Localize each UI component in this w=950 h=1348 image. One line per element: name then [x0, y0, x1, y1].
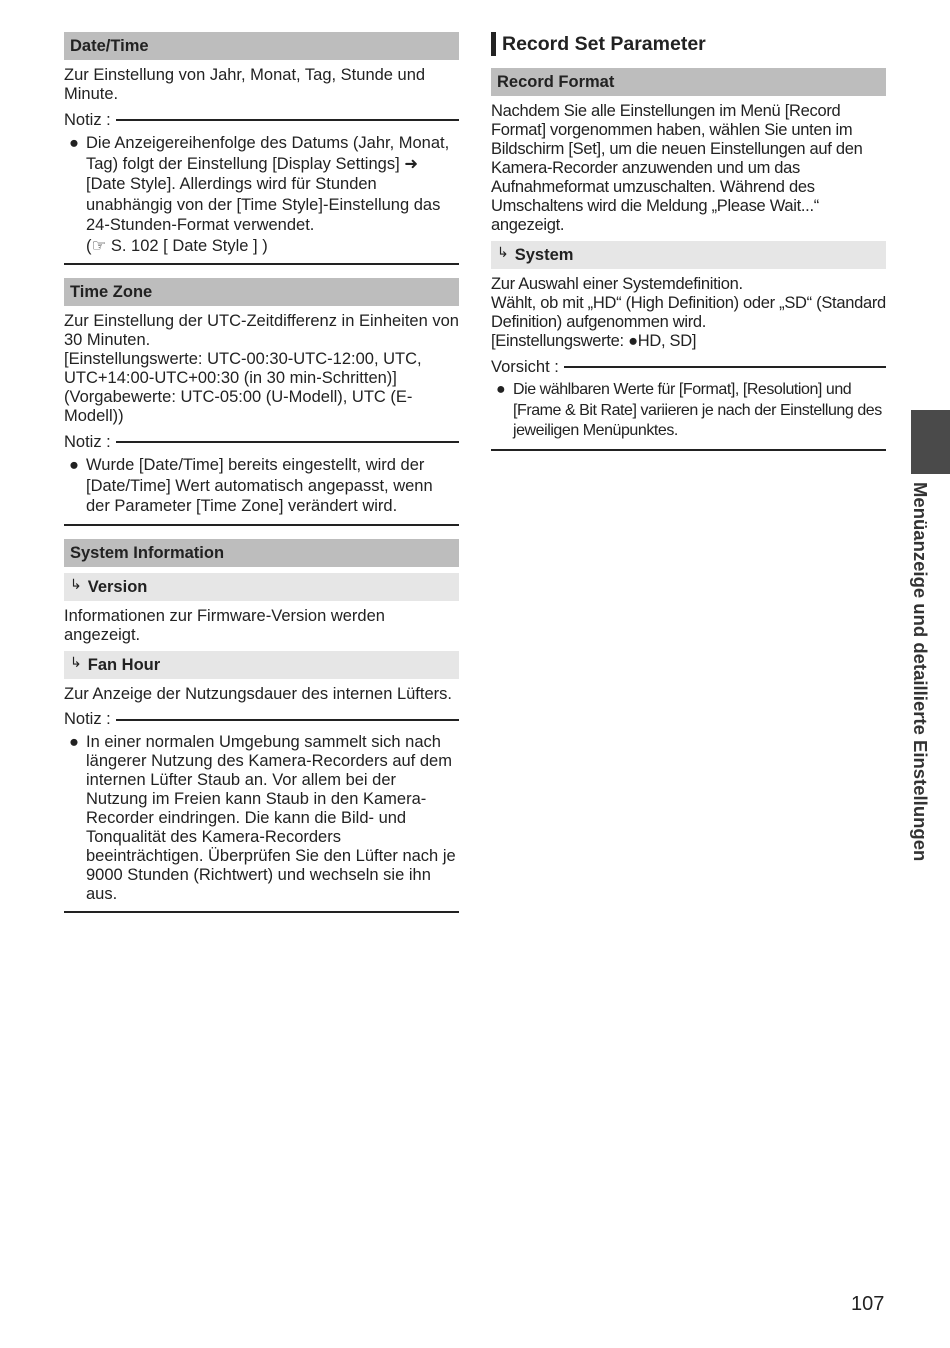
caution-rule	[564, 366, 886, 368]
caution-heading	[491, 357, 886, 377]
note-rule	[116, 119, 459, 121]
bullet-icon: ●	[69, 456, 79, 474]
section-header-time-zone: Time Zone	[64, 278, 459, 306]
page-reference-link[interactable]: (☞ S. 102 [ Date Style ] )	[86, 236, 268, 255]
note-rule	[116, 719, 459, 721]
note-bullet-text: Wurde [Date/Time] bereits eingestellt, wird der [Date/Time] Wert automatisch angepasst, wenn der Parameter [Time Zone] verändert wird.	[86, 456, 433, 515]
section-header-record-format: Record Format	[491, 68, 886, 96]
page-title: Record Set Parameter	[491, 32, 886, 56]
note-bullet-text: Die Anzeigereihenfolge des Datums (Jahr, Monat, Tag) folgt der Einstellung [Display Settings] ➜ [Date Style]. Allerdings wird für Stunden unabhängig von der [Time Style]-Einstellung das 24-Stunden-Format verwendet.	[86, 134, 450, 234]
note-label: Notiz :	[64, 710, 111, 728]
caution-bullet	[491, 380, 886, 442]
section-end-rule	[64, 911, 459, 913]
time-zone-description: Zur Einstellung der UTC-Zeitdifferenz in Einheiten von 30 Minuten.	[64, 312, 459, 349]
section-header-system-information: System Information	[64, 539, 459, 567]
bullet-icon: ●	[69, 732, 79, 751]
subsection-arrow-icon: ↳	[70, 575, 82, 592]
right-column	[491, 32, 886, 451]
caution-bullet-text: Die wählbaren Werte für [Format], [Resolution] und [Frame & Bit Rate] variieren je nach der Einstellung des jeweiligen Menüpunktes.	[513, 381, 882, 439]
note-label: Notiz :	[64, 432, 111, 451]
note-bullet	[64, 455, 459, 517]
chapter-side-label: Menüanzeige und detaillierte Einstellungen	[910, 482, 931, 862]
system-description: Zur Auswahl einer Systemdefinition.	[491, 275, 743, 293]
system-description-detail: Wählt, ob mit „HD“ (High Definition) oder „SD“ (Standard Definition) aufgenommen wird.	[491, 294, 886, 331]
subsection-arrow-icon: ↳	[70, 653, 82, 670]
time-zone-values: [Einstellungswerte: UTC-00:30-UTC-12:00, UTC, UTC+14:00-UTC+00:30 (in 30 min-Schritten)]	[64, 350, 422, 387]
note-bullet	[64, 733, 459, 904]
note-rule	[116, 441, 459, 443]
subsection-title: Version	[87, 577, 148, 596]
version-description: Informationen zur Firmware-Version werden angezeigt.	[64, 606, 385, 644]
subsection-title: System	[514, 246, 574, 264]
note-bullet	[64, 133, 459, 256]
fan-hour-description: Zur Anzeige der Nutzungsdauer des internen Lüfters.	[64, 684, 452, 703]
left-column	[64, 32, 459, 913]
bullet-icon: ●	[69, 134, 79, 152]
record-format-description: Nachdem Sie alle Einstellungen im Menü [Record Format] vorgenommen haben, wählen Sie unten im Bildschirm [Set], um die neuen Einstellungen auf den Kamera-Recorder anzuwenden und um das Aufnahmeformat umzuschalten. Während des Umschaltens wird die Meldung „Please Wait...“ angezeigt.	[491, 102, 863, 234]
section-header-date-time: Date/Time	[64, 32, 459, 60]
caution-label: Vorsicht :	[491, 357, 559, 376]
note-heading	[64, 432, 459, 452]
subsection-header-version	[64, 573, 459, 601]
note-heading	[64, 710, 459, 730]
bullet-icon: ●	[496, 381, 506, 398]
date-time-description: Zur Einstellung von Jahr, Monat, Tag, Stunde und Minute.	[64, 66, 426, 103]
subsection-title: Fan Hour	[87, 655, 161, 674]
subsection-arrow-icon: ↳	[497, 244, 509, 260]
subsection-header-system	[491, 241, 886, 269]
chapter-tab-marker	[911, 410, 950, 474]
section-end-rule	[491, 449, 886, 451]
note-label: Notiz :	[64, 110, 111, 129]
subsection-header-fan-hour	[64, 651, 459, 679]
time-zone-default: (Vorgabewerte: UTC-05:00 (U-Modell), UTC (E-Modell))	[64, 388, 413, 425]
system-values: [Einstellungswerte: ●HD, SD]	[491, 332, 697, 350]
page-number: 107	[851, 1293, 885, 1315]
note-heading	[64, 110, 459, 130]
note-bullet-text: In einer normalen Umgebung sammelt sich nach längerer Nutzung des Kamera-Recorders auf dem internen Lüfter Staub an. Vor allem bei der Nutzung im Freien kann Staub in den Kamera-Recorder eindringen. Die kann die Bild- und Tonqualität des Kamera-Recorders beeinträchtigen. Überprüfen Sie den Lüfter nach je 9000 Stunden (Richtwert) und wechseln sie ihn aus.	[86, 732, 456, 903]
